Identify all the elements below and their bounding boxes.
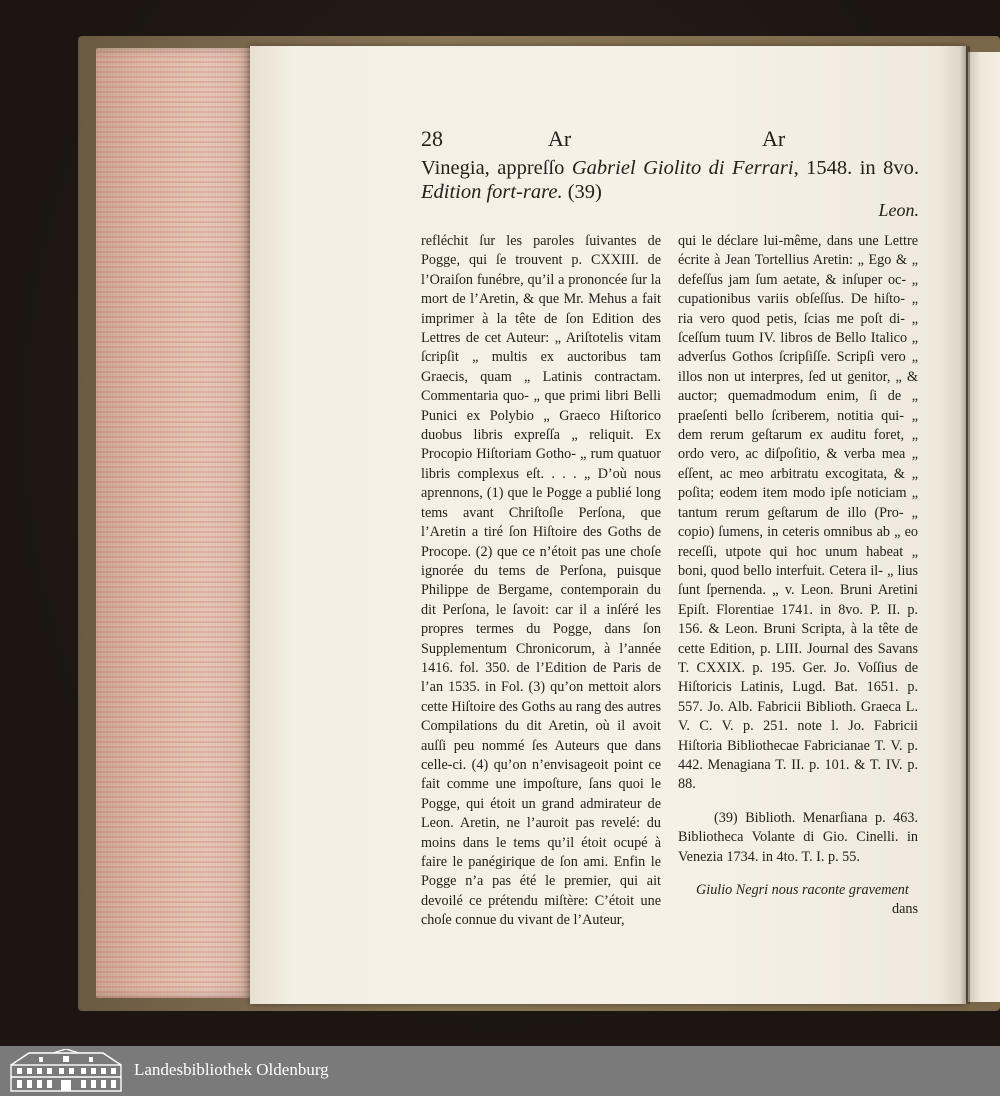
lead-date: , 1548. in 8vo.: [793, 157, 920, 179]
lead-rarity: Edition fort-rare.: [421, 181, 563, 203]
left-column-text: refléchit ſur les paroles ſuivantes de Pogge, qui ſe trouvent p. CXXIII. de l’Oraiſon funébre, qu’il a prononcée ſur la mort de l’Aretin, & que Mr. Mehus a fait imprimer à la tête de ſon Edition des Lettres de cet Auteur: „ Ariſtotelis vitam ſcripſit „ multis ex auctoribus tam Graecis, quam „ Latinis contractam. Commentaria quo- „ que primi libri Belli Punici ex Polybio „ Graeco Hiſtorico duobus libris expreſſa „ reliquit. Ex Procopio Hiſtoriam Gotho- „ rum quatuor libris complexus eſt. . . . „ D’où nous aprennons, (1) que le Pogge a publié long tems avant Chriſtoſle Perſona, que l’Aretin a tiré ſon Hiſtoire des Goths de Procope. (2) que ce n’étoit pas une choſe ignorée du tems de Perſona, puisque Philippe de Bergame, contemporain du dit Perſona, le ſavoit: car il a inſéré les propres termes du Pogge, dans ſon Supplementum Chronicorum, à l’année 1416. fol. 350. de l’Edition de Paris de l’an 1535. in Fol. (3) qu’on mettoit alors cette Hiſtoire des Goths au rang des autres Compilations du dit Aretin, où il avoit auſſi peu nommé ſes Auteurs que dans celle-ci. (4) qu’on n’envisageoit point ce fait comme une impoſture, ſans quoi le Pogge, qui étoit un grand admirateur de Leon. Aretin, ne l’auroit pas revelé: du moins dans le tems qu’il étoit ocupé à faire le panégirique de ſon ami. Enfin le Pogge n’a pas été le premier, qui ait devoilé ce prétendu miſtère: C’étoit une choſe connue du vivant de l’Auteur,: [421, 233, 661, 929]
page-number: 28: [421, 126, 443, 151]
library-banner: [0, 1046, 1000, 1096]
library-building-icon: [9, 1049, 123, 1093]
leon-catch: Leon.: [878, 200, 919, 220]
catchword: dans: [891, 901, 918, 918]
lead-text: Vinegia, appreſſo: [421, 157, 572, 179]
left-column: [421, 232, 661, 931]
footnote-39: (39) Biblioth. Menarſiana p. 463. Bibliotheca Volante di Gio. Cinelli. in Venezia 1734. in 4to. T. I. p. 55.: [678, 809, 918, 865]
right-column-text: qui le déclare lui-même, dans une Lettre écrite à Jean Tortellius Aretin: „ Ego & „ defeſſus jam ſum aetate, & inſuper oc- „ cupationibus variis obſeſſus. De hiſto- „ ria vero quod petis, ſcias me poſt di- „ ſceſſum tuum IV. libros de Bello Italico „ adverſus Gothos ſcripſiſſe. Scripſi vero „ illos non ut interpres, ſed ut genitor, „ & auctor; quemadmodum enim, ſi de „ praeſenti bello ſcriberem, notitia qui- „ dem rerum geſtarum ex auditu foret, „ ordo vero, ac diſpoſitio, & verba mea „ eſſent, ac meo arbitratu excogitata, & „ poſita; eodem item modo ipſe noticiam „ tantum rerum geſtarum de illo (Pro- „ copio) ſumens, in ceteris omnibus ab „ eo receſſi, utpote qui hoc unum habeat „ boni, quod bello interfuit. Cetera il- „ lius ſunt ſpernenda. „ v. Leon. Bruni Aretini Epiſt. Florentiae 1741. in 8vo. P. II. p. 156. & Leon. Bruni Scripta, à la tête de cette Edition, p. LIII. Journal des Savans T. CXXIX. p. 195. Ger. Jo. Voſſius de Hiſtoricis Latinis, Lugd. Bat. 1651. p. 557. Jo. Alb. Fabricii Biblioth. Graeca L. V. C. V. p. 251. note l. Jo. Fabricii Hiſtoria Bibliothecae Fabricianae T. V. p. 442. Menagiana T. II. p. 101. & T. IV. p. 88.: [678, 233, 918, 793]
lead-note-ref: (39): [562, 181, 602, 203]
lead-printer: Gabriel Giolito di Ferrari: [571, 157, 794, 179]
closing-line-text: Giulio Negri nous raconte gravement: [696, 882, 909, 898]
page-edges: [96, 48, 252, 998]
facing-page-edge: [968, 52, 1000, 1002]
page-gutter: [960, 46, 970, 1004]
running-head-left: Ar: [548, 126, 572, 151]
closing-line: [678, 881, 918, 900]
running-head-right: Ar: [762, 126, 786, 151]
library-name: Landesbibliothek Oldenburg: [134, 1060, 329, 1079]
lead-entry: [421, 156, 919, 204]
right-column: [678, 232, 918, 920]
